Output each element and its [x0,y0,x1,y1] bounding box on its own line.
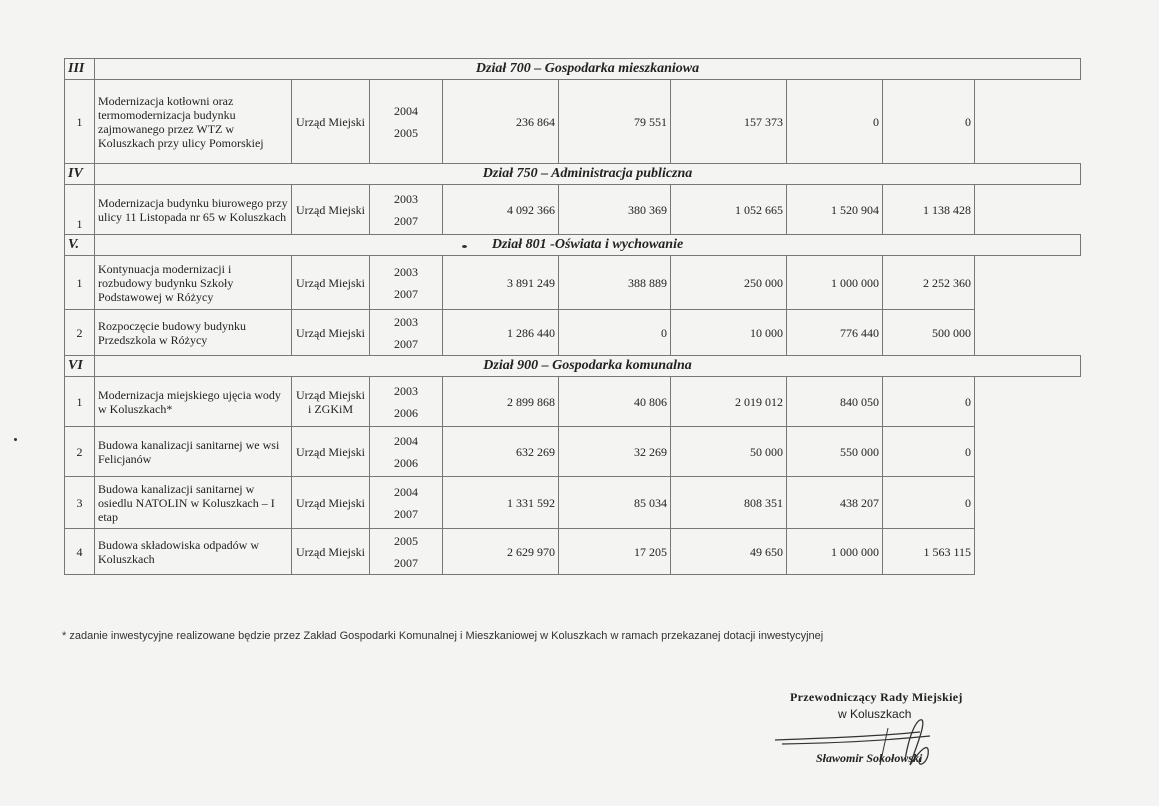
signature-title: Przewodniczący Rady Miejskiej [790,690,963,704]
signature-place: w Koluszkach [838,707,912,721]
amount-cell: 79 551 [559,80,671,164]
signature-block [770,690,990,780]
section-title: Dział 750 – Administracja publiczna [95,164,1081,185]
year-start: 2005 [394,533,418,548]
amount-cell: 236 864 [443,80,559,164]
table-row [65,256,1081,310]
row-number: 2 [65,427,95,477]
section-title: Dział 900 – Gospodarka komunalna [95,356,1081,377]
amount-cell: 3 891 249 [443,256,559,310]
amount-cell: 40 806 [559,377,671,427]
amount-cell: 0 [883,80,975,164]
section-title: Dział 700 – Gospodarka mieszkaniowa [95,59,1081,80]
year-end: 2007 [394,336,418,351]
amount-cell: 2 019 012 [671,377,787,427]
year-start: 2004 [394,433,418,448]
table-row [65,477,1081,529]
amount-cell: 500 000 [883,310,975,356]
row-number: 1 [65,256,95,310]
task-name: Budowa kanalizacji sanitarnej w osiedlu NATOLIN w Koluszkach – I etap [95,477,292,529]
amount-cell: 1 520 904 [787,185,883,235]
table-row [65,80,1081,164]
amount-cell: 85 034 [559,477,671,529]
year-start: 2004 [394,103,418,118]
row-number: 1 [65,80,95,164]
row-number: 3 [65,477,95,529]
responsible-unit: Urząd Miejski [292,185,370,235]
amount-cell: 438 207 [787,477,883,529]
table-row [65,377,1081,427]
table-row [65,529,1081,575]
amount-cell: 840 050 [787,377,883,427]
amount-cell: 808 351 [671,477,787,529]
amount-cell: 0 [883,427,975,477]
amount-cell: 0 [883,377,975,427]
section-number: III [65,59,95,80]
amount-cell: 50 000 [671,427,787,477]
scan-speck [14,438,17,441]
amount-cell: 2 899 868 [443,377,559,427]
responsible-unit: Urząd Miejski i ZGKiM [292,377,370,427]
amount-cell: 250 000 [671,256,787,310]
year-end: 2007 [394,286,418,301]
amount-cell: 2 629 970 [443,529,559,575]
amount-cell: 550 000 [787,427,883,477]
years-cell [370,310,443,356]
section-header-row [65,164,1081,185]
responsible-unit: Urząd Miejski [292,529,370,575]
row-number: 1 [65,185,95,235]
years-cell [370,529,443,575]
responsible-unit: Urząd Miejski [292,427,370,477]
amount-cell: 1 331 592 [443,477,559,529]
task-name: Budowa kanalizacji sanitarnej we wsi Felicjanów [95,427,292,477]
amount-cell: 17 205 [559,529,671,575]
responsible-unit: Urząd Miejski [292,477,370,529]
section-number: V. [65,235,95,256]
year-start: 2003 [394,264,418,279]
table-row [65,310,1081,356]
amount-cell: 776 440 [787,310,883,356]
amount-cell: 1 052 665 [671,185,787,235]
amount-cell: 49 650 [671,529,787,575]
section-number: VI [65,356,95,377]
year-end: 2005 [394,125,418,140]
table-body [65,59,1081,575]
task-name: Budowa składowiska odpadów w Koluszkach [95,529,292,575]
row-number: 4 [65,529,95,575]
signature-name: Sławomir Sokołowski [816,751,923,765]
years-cell [370,377,443,427]
amount-cell: 1 000 000 [787,529,883,575]
row-number: 1 [65,377,95,427]
responsible-unit: Urząd Miejski [292,256,370,310]
responsible-unit: Urząd Miejski [292,80,370,164]
years-cell [370,80,443,164]
year-start: 2003 [394,314,418,329]
year-end: 2007 [394,506,418,521]
amount-cell: 1 563 115 [883,529,975,575]
amount-cell: 1 286 440 [443,310,559,356]
amount-cell: 0 [559,310,671,356]
table-row [65,185,1081,235]
year-end: 2007 [394,213,418,228]
year-start: 2003 [394,383,418,398]
section-header-row [65,59,1081,80]
amount-cell: 1 138 428 [883,185,975,235]
task-name: Modernizacja miejskiego ujęcia wody w Koluszkach* [95,377,292,427]
amount-cell: 0 [883,477,975,529]
year-start: 2003 [394,191,418,206]
task-name: Kontynuacja modernizacji i rozbudowy budynku Szkoły Podstawowej w Różycy [95,256,292,310]
amount-cell: 388 889 [559,256,671,310]
amount-cell: 32 269 [559,427,671,477]
amount-cell: 1 000 000 [787,256,883,310]
amount-cell: 2 252 360 [883,256,975,310]
task-name: Modernizacja kotłowni oraz termomodernizacja budynku zajmowanego przez WTZ w Koluszkach przy ulicy Pomorskiej [95,80,292,164]
amount-cell: 4 092 366 [443,185,559,235]
amount-cell: 0 [787,80,883,164]
years-cell [370,477,443,529]
scan-speck [462,245,467,248]
row-number: 2 [65,310,95,356]
footnote: * zadanie inwestycyjne realizowane będzie przez Zakład Gospodarki Komunalnej i Mieszkaniowej w Koluszkach w ramach przekazanej dotacji inwestycyjnej [62,630,824,642]
section-title: Dział 801 -Oświata i wychowanie [95,235,1081,256]
section-number: IV [65,164,95,185]
year-start: 2004 [394,484,418,499]
year-end: 2007 [394,555,418,570]
amount-cell: 157 373 [671,80,787,164]
amount-cell: 632 269 [443,427,559,477]
amount-cell: 10 000 [671,310,787,356]
task-name: Modernizacja budynku biurowego przy ulicy 11 Listopada nr 65 w Koluszkach [95,185,292,235]
years-cell [370,427,443,477]
task-name: Rozpoczęcie budowy budynku Przedszkola w Różycy [95,310,292,356]
year-end: 2006 [394,455,418,470]
years-cell [370,256,443,310]
section-header-row [65,235,1081,256]
table-row [65,427,1081,477]
section-header-row [65,356,1081,377]
year-end: 2006 [394,405,418,420]
investment-table [64,58,1081,575]
years-cell [370,185,443,235]
responsible-unit: Urząd Miejski [292,310,370,356]
amount-cell: 380 369 [559,185,671,235]
